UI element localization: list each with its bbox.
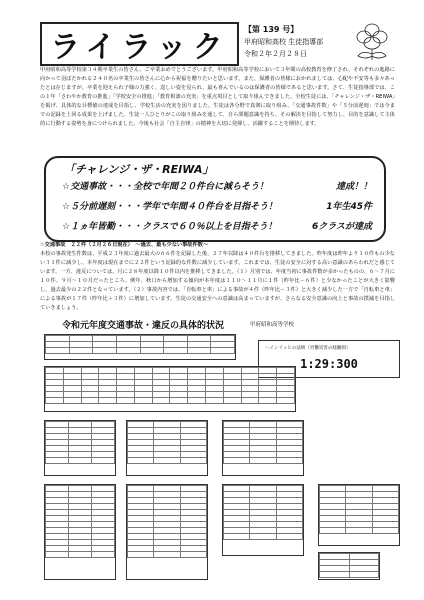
tables-school: 甲府昭和高等学校 (250, 322, 295, 328)
challenge-result: 6クラスが達成 (312, 222, 372, 232)
issue-date: 令和２年２月２８日 (244, 50, 307, 58)
challenge-title: 「チャレンジ・ザ・REIWA」 (64, 163, 214, 176)
challenge-result: 達成！！ (335, 182, 372, 192)
challenge-box (44, 156, 386, 242)
challenge-goal: ☆交通事故・・・全校で年間２０件台に減らそう！ (62, 182, 269, 192)
lilac-flower-icon (352, 20, 392, 64)
tables-title: 令和元年度交通事故・違反の具体的状況 (62, 321, 225, 331)
summary-table (44, 334, 236, 360)
newsletter-title: ライラック (50, 30, 229, 65)
discipline-table (318, 552, 380, 580)
traffic-body: 本校の事故発生件数は、平成２３年度に過去最大の６６件を記録した後、２７年以降は４０件台を推移してきました。昨年度は昨年より１０件もの少ない３１件に減少し、本年度は現在までに２２件という記録的な件数に減少しています。これまでは、生徒の安全に対する高い意識のあらわれだと感じています。一方、違反については、月に２８年度以降１０件以内を推移してきました。（１）月別では、年度当初に事故件数が多かったものの、６～７月に１０件、９月～１０月だったところ、例年、秋口から増加する傾向が本年度は１１０～１１月に１件（昨年比－６件）と少なかったことが大きく影響し、過去最少の２２件となっています。（２）事故内容では、「自転車と車」による事故が４件（昨年比－３件）と大きく減少した一方で「自転車と車」による事故が１７件（昨年比＋３件）に増加しています。生徒の交通安全への意識は高まっていますが、さらなる安全意識の向上と事故の撲滅を目指していきましょう。 (40, 251, 395, 311)
traffic-heading: ☆交通事故 ２２件（２月２６日現在） ～過去、最も少ない事故件数～ (40, 242, 209, 248)
challenge-goal: ☆５分前遅刻・・・学年で年間４０件台を目指そう！ (62, 202, 278, 212)
heinrich-ratio: 1:29:300 (300, 357, 358, 371)
injury-table (222, 484, 304, 556)
grade-table (44, 420, 116, 476)
monthly-table (44, 366, 296, 412)
challenge-result: 1年生45件 (326, 202, 372, 212)
school-dept: 甲府昭和高校 生徒指導部 (244, 38, 324, 46)
intro-paragraph: 甲府昭和高等学校第３４期卒業生の皆さん、ご卒業おめでとうございます。甲府昭和高等学校において３年間の高校教育を修了され、それぞれの進路に向かって羽ばたかれる２４０名の卒業生の皆さんに心から祝福を贈りたいと思います。また、保護者の皆様におかれましては、心配や不安等も多々あったとは存じますが、卒業を迎えられ子様の力強く、逞しい姿を見られ、最も喜んでいるのは保護者の皆様であると思います。さて、生徒指導部では、この１年「さわやか教育の推進」「学校安全の推進」「教育相談の充実」を重点項目として取り組んできました。全校生徒には、「チャレンジ・ザ・REIWA」を掲げ、具体的な目標値の達成を目指し、学校生活の充実を図りました。生徒は各分野で真剣に取り組み、「交通事故件数」や「５分前遅刻」では今までの記録を上回る成果を上げました。生徒一人ひとりがこの取り組みを通して、自ら問題意識を持ち、その解決を目指して努力し、目的を意識して主体的に行動する姿勢を身につけられました。今後も社会「自主自律」の精神を大切に発揮し、活躍することを期待します。 (40, 67, 395, 127)
place-table (222, 420, 304, 476)
challenge-row (62, 179, 380, 192)
cause-table (126, 484, 208, 580)
challenge-goal: ☆１ヵ年皆勤・・・クラスで６０％以上を目指そう！ (62, 222, 277, 232)
masthead-box (40, 22, 239, 66)
challenge-row (62, 219, 380, 232)
time-table (126, 420, 208, 476)
issue-info (244, 24, 344, 60)
heinrich-label: ハインリッヒの法則（労働災害の経験則） (265, 346, 351, 351)
type-table (44, 484, 116, 580)
issue-number: 【第 139 号】 (244, 25, 299, 34)
challenge-row (62, 199, 380, 212)
violation-table (318, 484, 400, 546)
traffic-section (40, 241, 395, 317)
